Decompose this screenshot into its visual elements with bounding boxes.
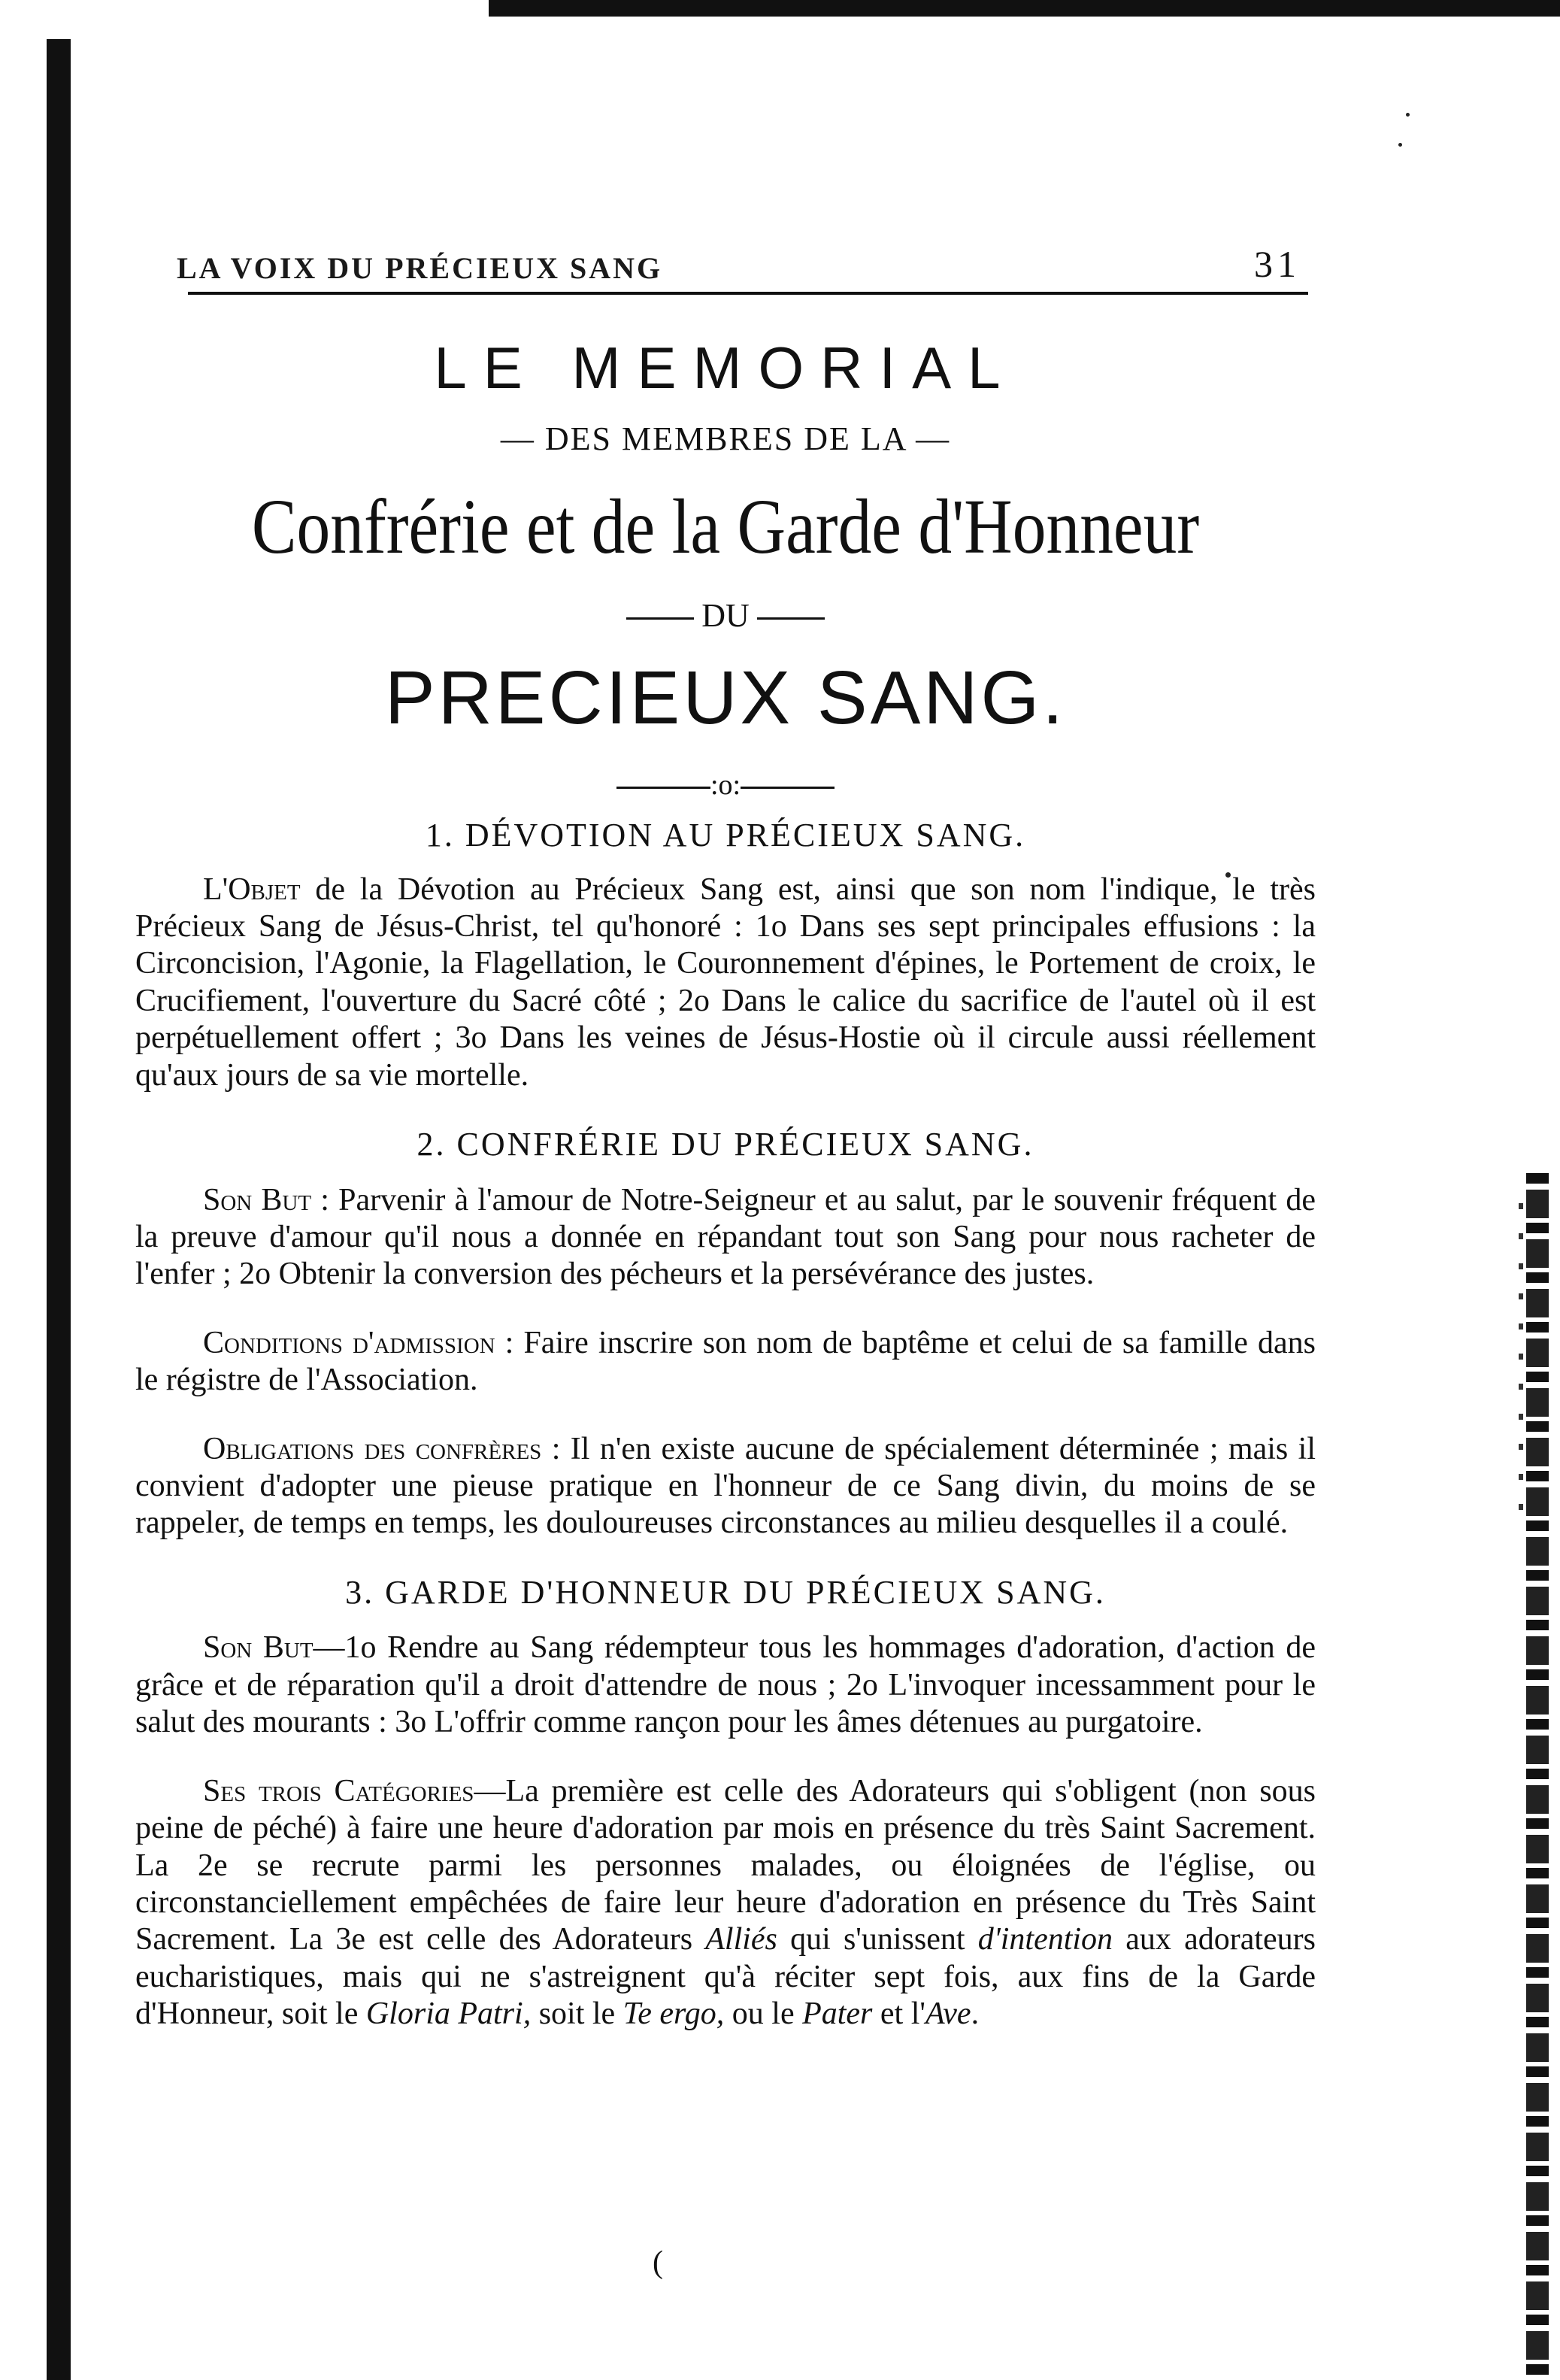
- section-heading: 1. DÉVOTION AU PRÉCIEUX SANG.: [425, 817, 1026, 853]
- paragraph: [135, 1630, 1316, 1741]
- italic-pater: Pater: [802, 1996, 873, 2032]
- ornament-rule-left: [616, 787, 710, 789]
- ornament-text: :o:: [710, 769, 741, 801]
- scan-speck: [1398, 143, 1402, 147]
- paragraph-text: qui s'unissent: [777, 1922, 978, 1957]
- italic-te-ergo: Te ergo,: [622, 1996, 725, 2032]
- title-memorial: LE MEMORIAL: [434, 335, 1017, 401]
- paragraph-text: —1o Rendre au Sang rédempteur tous les hommages d'adoration, d'action de grâce et de réparation qu'il a droit d'attendre de nous ; 2o L'invoquer incessamment pour le salut des mourants : 3o L'offrir comme rançon pour les âmes détenues au purgatoire.: [135, 1630, 1316, 1740]
- paragraph-lead: Conditions d'admission :: [203, 1325, 514, 1360]
- du-rule-left: [626, 617, 694, 620]
- paragraph-text: soit le: [531, 1996, 623, 2032]
- scan-right-edge: [1526, 1173, 1549, 2380]
- scan-left-edge: [47, 39, 71, 2380]
- title-precieux-sang: PRECIEUX SANG.: [384, 656, 1067, 740]
- paragraph-lead: L'Objet: [203, 872, 301, 907]
- paragraph-text: —La première est celle des Adorateurs qui s'obligent (non sous peine de péché) à faire une heure d'adoration par mois en présence du très Saint Sacrement. La 2e se recrute parmi les personnes malades, ou éloignées de l'église, ou circonstanciellement empêchées de faire leur heure d'adoration en présence du Très Saint Sacrement. La 3e est celle des Adorateurs: [135, 1773, 1316, 1957]
- paragraph-lead: Son But: [203, 1630, 314, 1666]
- scan-speck: [1406, 113, 1410, 117]
- paragraph-text: .: [971, 1996, 980, 2032]
- italic-gloria: Gloria Patri,: [365, 1996, 532, 2032]
- scan-top-rule: [489, 0, 1560, 17]
- paragraph-text: Parvenir à l'amour de Notre-Seigneur et au salut, par le souvenir fréquent de la preuve d'amour qu'il nous a donnée en répandant tout son Sang pour nous racheter de l'enfer ; 2o Obtenir la conversion des pécheurs et la persévérance des justes.: [135, 1182, 1316, 1292]
- italic-ave: Ave: [925, 1996, 971, 2032]
- paragraph-lead: Ses trois Catégories: [203, 1773, 474, 1808]
- italic-allies: Alliés: [705, 1922, 777, 1957]
- running-header: [135, 226, 1316, 286]
- paragraph-text: de la Dévotion au Précieux Sang est, ainsi que son nom l'indique, le très Précieux Sang de Jésus-Christ, tel qu'honoré : 1o Dans ses sept principales effusions : la Circoncision, l'Agonie, la Flagellation, le Couronnement d'épines, le Portement de croix, le Crucifiement, l'ouverture du Sacré côté ; 2o Dans le calice du sacrifice de l'autel où il est perpétuellement offert ; 3o Dans les veines de Jésus-Hostie où il circule aussi réellement qu'aux jours de sa vie mortelle.: [135, 872, 1316, 1093]
- running-title: LA VOIX DU PRÉCIEUX SANG: [177, 251, 663, 285]
- du-text: DU: [701, 597, 750, 634]
- paragraph-lead: Obligations des confrères :: [203, 1431, 561, 1466]
- section-heading: 3. GARDE D'HONNEUR DU PRÉCIEUX SANG.: [345, 1573, 1106, 1611]
- page-number: 31: [1254, 243, 1301, 285]
- paragraph-text: aux adorateurs eucharistiques, mais qui ne s'astreignent qu'à réciter sept fois, aux fins de la Garde d'Honneur, soit le: [135, 1922, 1316, 2032]
- paragraph-lead: Son But :: [203, 1182, 329, 1217]
- title-subtitle: — DES MEMBRES DE LA —: [500, 420, 951, 457]
- title-confrerie: Confrérie et de la Garde d'Honneur: [251, 484, 1200, 570]
- paragraph: [135, 872, 1316, 1094]
- document-page: [135, 226, 1316, 2065]
- title-du: [135, 596, 1316, 635]
- ornament-rule-right: [741, 787, 835, 789]
- footer-mark: (: [653, 2245, 663, 2280]
- scan-right-dots: [1519, 1203, 1523, 1519]
- du-rule-right: [757, 617, 825, 620]
- paragraph-categories: [135, 1773, 1316, 2033]
- paragraph: [135, 1325, 1316, 1399]
- ornament: [135, 769, 1316, 802]
- paragraph: [135, 1431, 1316, 1542]
- paragraph: [135, 1182, 1316, 1293]
- paragraph-text: Il n'en existe aucune de spécialement déterminée ; mais il convient d'adopter une pieuse pratique en l'honneur de ce Sang divin, du moins de se rappeler, de temps en temps, les douloureuses circonstances au milieu desquelles il a coulé.: [135, 1431, 1316, 1541]
- paragraph-text: Faire inscrire son nom de baptême et celui de sa famille dans le régistre de l'Association.: [135, 1325, 1316, 1398]
- paragraph-text: et l': [872, 1996, 925, 2032]
- section-heading: 2. CONFRÉRIE DU PRÉCIEUX SANG.: [417, 1126, 1034, 1163]
- italic-intention: d'intention: [977, 1922, 1113, 1957]
- paragraph-text: ou le: [724, 1996, 803, 2032]
- header-rule: [188, 292, 1308, 295]
